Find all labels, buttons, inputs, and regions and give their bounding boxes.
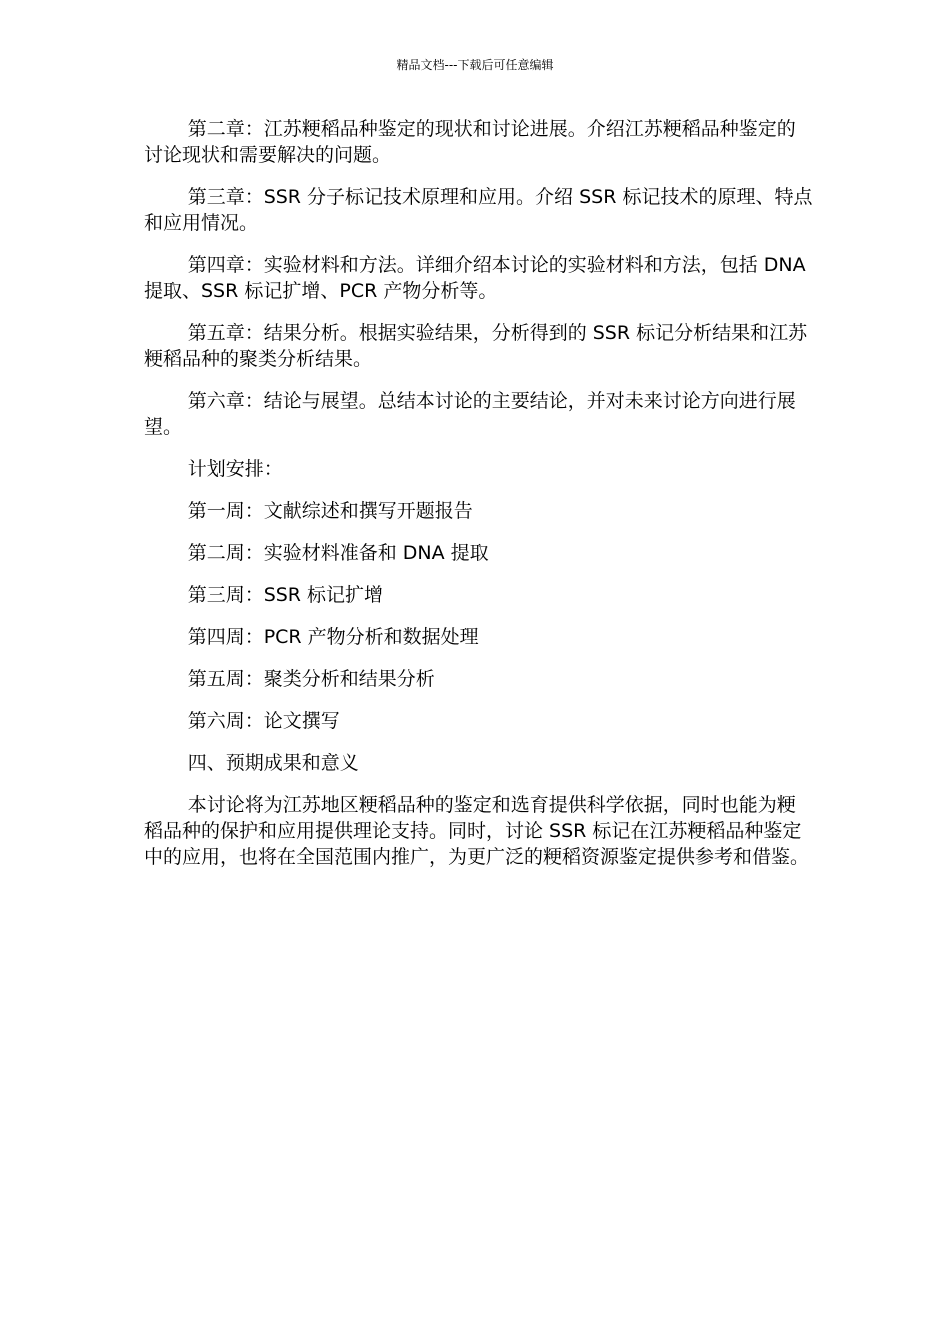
paragraph-significance: 本讨论将为江苏地区粳稻品种的鉴定和选育提供科学依据，同时也能为粳稻品种的保护和应用提供理论支持。同时，讨论 SSR 标记在江苏粳稻品种鉴定中的应用，也将在全国范围内推广，为更广泛的粳稻资源鉴定提供参考和借鉴。: [144, 794, 810, 868]
plan-week-5: 第五周：聚类分析和结果分析: [187, 668, 435, 690]
page-header: 精品文档---下载后可任意编辑: [396, 58, 554, 72]
plan-week-2: 第二周：实验材料准备和 DNA 提取: [187, 542, 489, 564]
plan-week-4: 第四周：PCR 产物分析和数据处理: [187, 626, 479, 648]
section-heading-expected-results: 四、预期成果和意义: [187, 752, 359, 774]
document-body: [144, 116, 814, 886]
paragraph-chapter-3: 第三章：SSR 分子标记技术原理和应用。介绍 SSR 标记技术的原理、特点和应用情况。: [144, 186, 813, 234]
plan-heading: 计划安排：: [187, 458, 283, 480]
paragraph-chapter-2: 第二章：江苏粳稻品种鉴定的现状和讨论进展。介绍江苏粳稻品种鉴定的讨论现状和需要解决的问题。: [144, 118, 796, 166]
paragraph-chapter-5: 第五章：结果分析。根据实验结果，分析得到的 SSR 标记分析结果和江苏粳稻品种的聚类分析结果。: [144, 322, 808, 370]
paragraph-chapter-4: 第四章：实验材料和方法。详细介绍本讨论的实验材料和方法，包括 DNA 提取、SSR 标记扩增、PCR 产物分析等。: [144, 254, 806, 302]
paragraph-chapter-6: 第六章：结论与展望。总结本讨论的主要结论，并对未来讨论方向进行展望。: [144, 390, 796, 438]
plan-week-1: 第一周：文献综述和撰写开题报告: [187, 500, 473, 522]
plan-week-3: 第三周：SSR 标记扩增: [187, 584, 384, 606]
plan-week-6: 第六周：论文撰写: [187, 710, 340, 732]
